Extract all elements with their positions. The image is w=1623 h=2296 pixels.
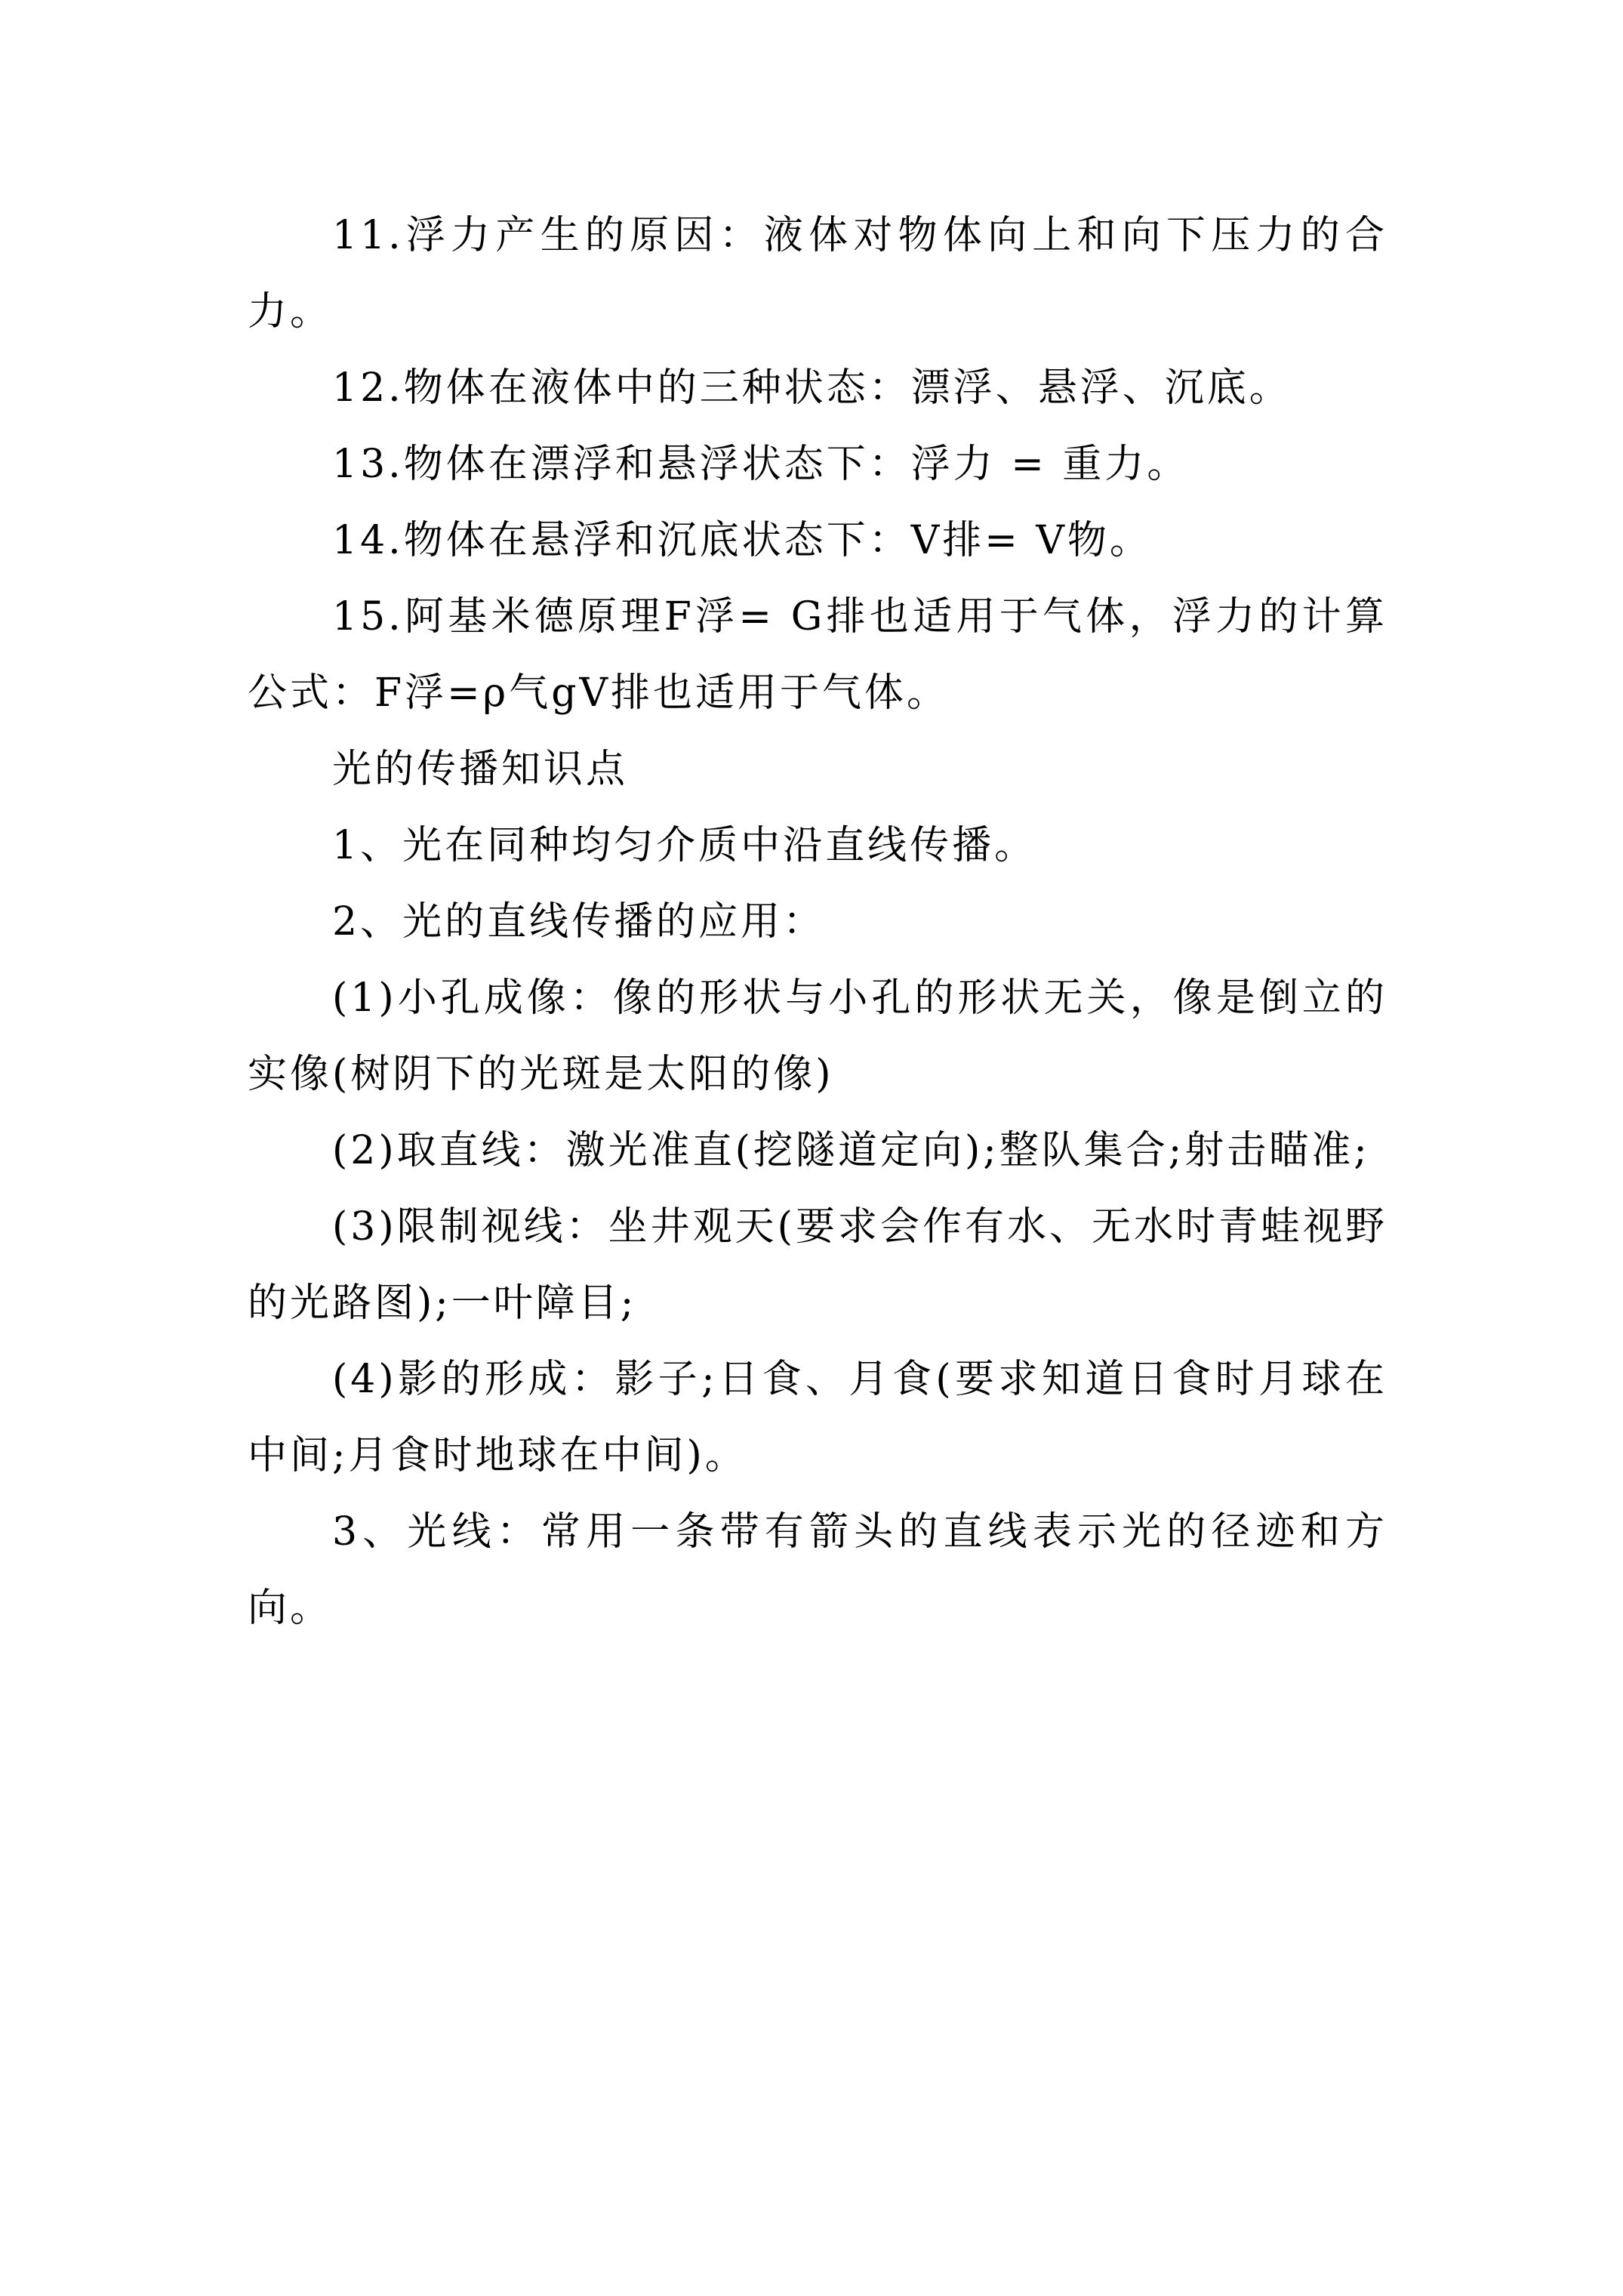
paragraph-buoyancy-cause: 11.浮力产生的原因：液体对物体向上和向下压力的合力。 — [248, 213, 1387, 334]
paragraph-limited-view: (3)限制视线：坐井观天(要求会作有水、无水时青蛙视野的光路图);一叶障目; — [248, 1204, 1387, 1326]
paragraph-three-states: 12.物体在液体中的三种状态：漂浮、悬浮、沉底。 — [332, 365, 1292, 411]
paragraph-pinhole-imaging: (1)小孔成像：像的形状与小孔的形状无关，像是倒立的实像(树阴下的光斑是太阳的像) — [248, 975, 1387, 1097]
paragraph-applications-heading: 2、光的直线传播的应用： — [332, 899, 826, 945]
paragraph-float-suspend-force: 13.物体在漂浮和悬浮状态下：浮力 = 重力。 — [332, 442, 1190, 487]
paragraph-light-straight-line: 1、光在同种均匀介质中沿直线传播。 — [332, 823, 1037, 868]
paragraph-suspend-sink-volume: 14.物体在悬浮和沉底状态下：V排= V物。 — [332, 518, 1152, 563]
section-heading-light-propagation: 光的传播知识点 — [332, 747, 629, 792]
paragraph-shadow-formation: (4)影的形成：影子;日食、月食(要求知道日食时月球在中间;月食时地球在中间)。 — [248, 1357, 1387, 1478]
paragraph-straight-line-alignment: (2)取直线：激光准直(挖隧道定向);整队集合;射击瞄准; — [332, 1128, 1370, 1173]
paragraph-light-ray: 3、光线：常用一条带有箭头的直线表示光的径迹和方向。 — [248, 1509, 1387, 1631]
document-body — [248, 198, 1387, 1647]
paragraph-archimedes-gas: 15.阿基米德原理F浮= G排也适用于气体，浮力的计算公式：F浮=ρ气gV排也适用于气体。 — [248, 594, 1387, 716]
